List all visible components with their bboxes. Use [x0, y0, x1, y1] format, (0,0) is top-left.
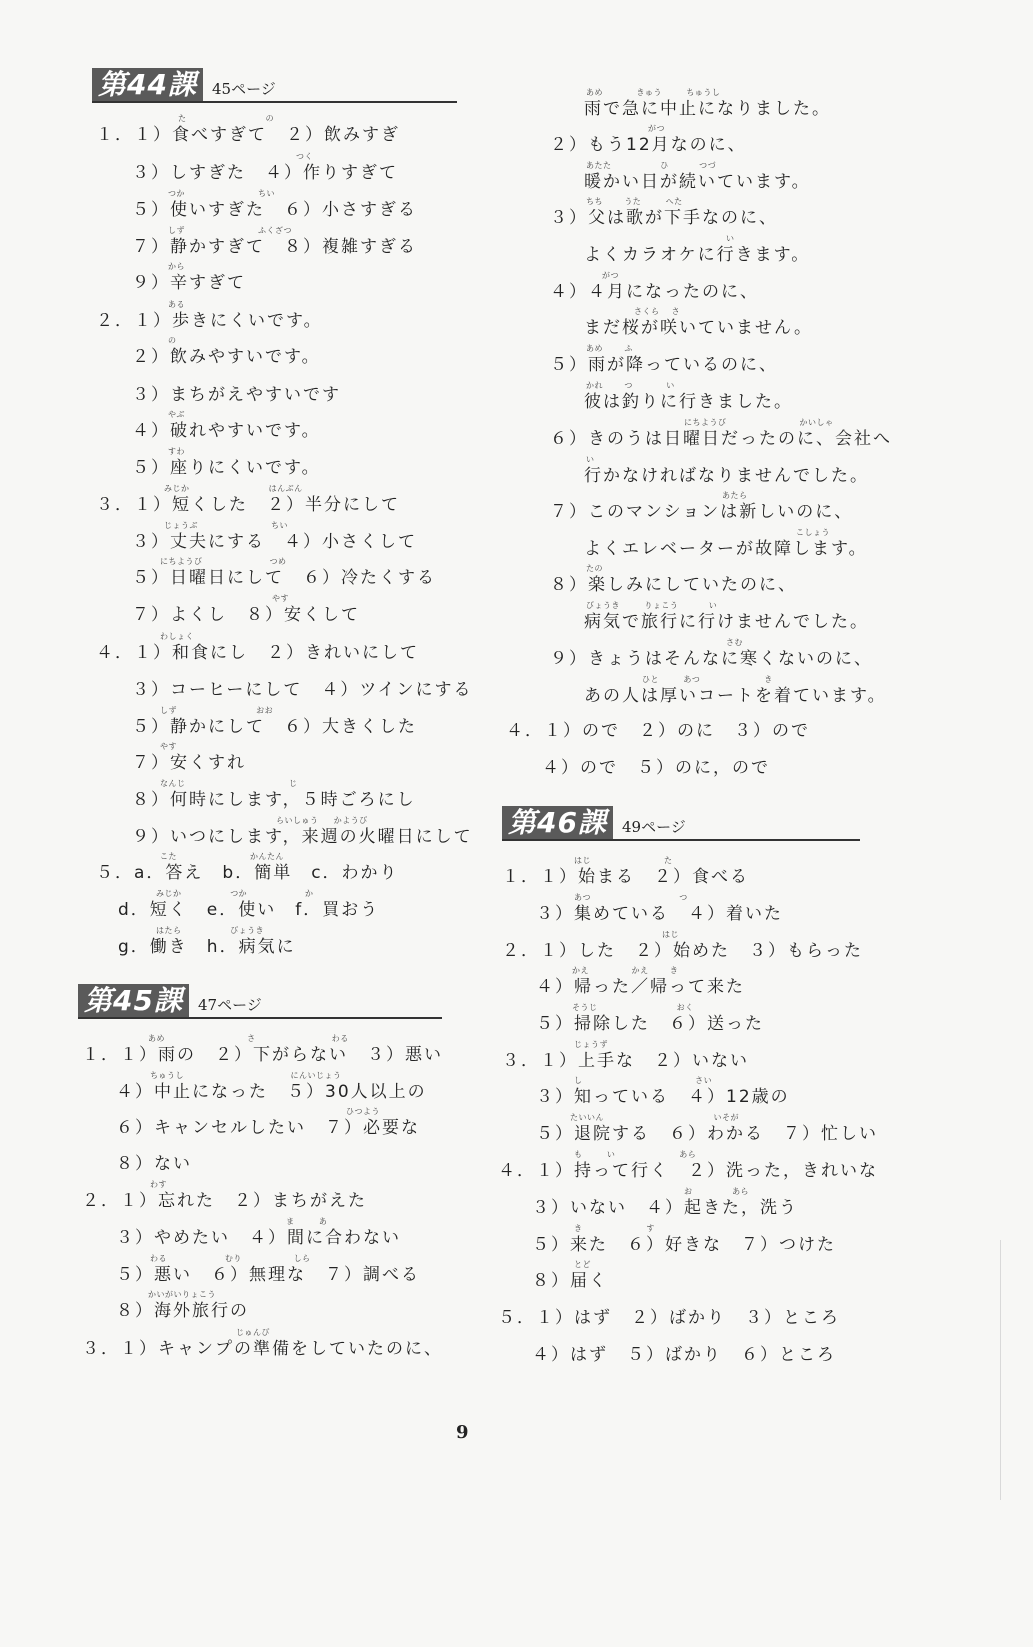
lesson-45-header: [78, 984, 442, 1020]
answer-line: ９）きょうはそんなに寒くないのに、: [550, 649, 873, 669]
ruby-line: つか ちい: [168, 189, 276, 198]
ruby-line: とど: [574, 1260, 591, 1269]
ruby-line: ま あ: [286, 1217, 328, 1226]
lesson-44-page-ref: 45ページ: [212, 80, 276, 98]
ruby-line: はじ た: [574, 856, 673, 865]
answer-line: ８）楽しみにしていたのに、: [550, 575, 797, 595]
ruby-line: はたら びょうき: [156, 926, 265, 935]
ruby-line: じゅんび: [236, 1328, 270, 1337]
ruby-line: やす: [272, 594, 289, 603]
lesson-44-header: [92, 68, 457, 104]
lesson-44-rule: [92, 101, 457, 103]
ruby-line: かえ かえ き: [572, 966, 679, 975]
answer-line: ９）いつにします，来週の火曜日にして: [132, 827, 473, 847]
answer-line: g．働き h．病気に: [118, 937, 296, 957]
ruby-line: にちようび つめ: [160, 557, 287, 566]
ruby-line: い: [586, 455, 595, 464]
ruby-line: あたら: [722, 491, 748, 500]
ruby-line: はじ: [662, 930, 679, 939]
answer-line: ５．１）はず ２）ばかり ３）ところ: [498, 1308, 840, 1328]
ruby-line: じょうぶ ちい: [164, 521, 289, 530]
ruby-line: ひつよう: [346, 1107, 380, 1116]
ruby-line: つく: [296, 152, 313, 161]
answer-line: ７）安くすれ: [132, 753, 246, 773]
ruby-line: し さい: [574, 1076, 713, 1085]
answer-line: ７）このマンションは新しいのに、: [550, 502, 854, 522]
ruby-line: たいいん いそが: [570, 1113, 740, 1122]
answer-line: ４．１）和食にし ２）きれいにして: [96, 643, 419, 663]
answer-line: d．短く e．使い f．買おう: [118, 900, 380, 920]
answer-line: ５．a．答え b．簡単 c．わかり: [96, 863, 399, 883]
ruby-line: あたた ひ つづ: [586, 161, 717, 170]
answer-line: １．１）食べすぎて ２）飲みすぎ: [96, 125, 400, 145]
answer-line: ３）丈夫にする ４）小さくして: [132, 532, 417, 552]
answer-line: ５）雨が降っているのに、: [550, 355, 778, 375]
ruby-line: かれ つ い: [586, 381, 675, 390]
answer-line: ４．１）ので ２）のに ３）ので: [506, 721, 810, 741]
answer-line: ３）集めている ４）着いた: [536, 904, 783, 924]
answer-line: ４）ので ５）のに，ので: [542, 758, 770, 778]
ruby-line: がつ: [602, 271, 619, 280]
answer-line: ３）父は歌が下手なのに、: [550, 208, 778, 228]
ruby-line: ひと あつ き: [642, 675, 773, 684]
lesson-46-header: [502, 806, 860, 842]
answer-line: ８）届く: [532, 1271, 608, 1291]
ruby-line: しず おお: [160, 706, 274, 715]
ruby-line: た の: [178, 114, 275, 123]
lesson-45-page-ref: 47ページ: [198, 996, 262, 1014]
ruby-line: ある: [168, 300, 185, 309]
answer-line: 彼は釣りに行きました。: [584, 392, 793, 412]
answer-line: ５）掃除した ６）送った: [536, 1014, 764, 1034]
answer-line: ６）きのうは日曜日だったのに、会社へ: [550, 429, 892, 449]
ruby-line: わす: [150, 1180, 167, 1189]
ruby-line: びょうき りょこう い: [586, 601, 718, 610]
ruby-line: じょうず: [574, 1040, 608, 1049]
ruby-line: こた かんたん: [160, 852, 285, 861]
ruby-line: がつ: [648, 124, 665, 133]
answer-line: ２）飲みやすいです。: [132, 347, 321, 367]
answer-line: ３．１）キャンプの準備をしていたのに、: [82, 1339, 443, 1359]
ruby-line: たの: [586, 564, 603, 573]
answer-line: あの人は厚いコートを着ています。: [584, 686, 887, 706]
answer-line: ４）はず ５）ばかり ６）ところ: [532, 1345, 836, 1365]
answer-line: ８）何時にします，５時ごろにし: [132, 790, 416, 810]
answer-line: ３）しすぎた ４）作りすぎて: [132, 163, 398, 183]
ruby-line: さくら さ: [634, 307, 681, 316]
ruby-line: わる むり しら: [150, 1254, 311, 1263]
answer-line: １．１）始まる ２）食べる: [502, 867, 749, 887]
scan-edge-line: [1000, 1240, 1001, 1500]
ruby-line: の: [168, 336, 177, 345]
answer-line: ４）破れやすいです。: [132, 421, 321, 441]
answer-line: ３）知っている ４）12歳の: [536, 1087, 790, 1107]
ruby-line: あめ ふ: [586, 344, 633, 353]
answer-line: ５）退院する ６）わかる ７）忙しい: [536, 1124, 878, 1144]
ruby-line: こしょう: [796, 528, 830, 537]
answer-line: 暖かい日が続いています。: [584, 172, 811, 192]
ruby-line: も い あら: [574, 1150, 697, 1159]
answer-line: ７）静かすぎて ８）複雑すぎる: [132, 237, 417, 257]
ruby-line: あめ きゅう ちゅうし: [586, 88, 721, 97]
answer-line: ９）辛すぎて: [132, 273, 246, 293]
answer-line: ３）コーヒーにして ４）ツインにする: [132, 680, 473, 700]
answer-line: ６）キャンセルしたい ７）必要な: [116, 1118, 420, 1138]
ruby-line: すわ: [168, 447, 185, 456]
ruby-line: き す: [574, 1224, 655, 1233]
ruby-line: そうじ おく: [572, 1003, 694, 1012]
lesson-45-title: 第45課: [78, 984, 189, 1018]
answer-line: 雨で急に中止になりました。: [584, 99, 831, 119]
ruby-line: さむ: [726, 638, 743, 647]
ruby-line: ちゅうし にんいじょう: [150, 1071, 342, 1080]
answer-line: ４）４月になったのに、: [550, 282, 759, 302]
answer-line: ３）いない ４）起きた，洗う: [532, 1198, 798, 1218]
answer-line: ３．１）上手な ２）いない: [502, 1051, 749, 1071]
answer-line: ２．１）忘れた ２）まちがえた: [82, 1191, 367, 1211]
ruby-line: しず ふくざつ: [168, 226, 293, 235]
answer-line: ２．１）した ２）始めた ３）もらった: [502, 941, 863, 961]
answer-line: ３．１）短くした ２）半分にして: [96, 495, 400, 515]
ruby-line: ちち うた へた: [586, 197, 683, 206]
answer-line: ５）使いすぎた ６）小さすぎる: [132, 200, 417, 220]
answer-line: ５）座りにくいです。: [132, 458, 321, 478]
answer-line: 病気で旅行に行けませんでした。: [584, 612, 869, 632]
ruby-line: かいがいりょこう: [148, 1290, 216, 1299]
lesson-46-rule: [502, 839, 860, 841]
answer-line: ７）よくし ８）安くして: [132, 605, 360, 625]
ruby-line: やぶ: [168, 410, 185, 419]
answer-line: １．１）雨の ２）下がらない ３）悪い: [82, 1045, 443, 1065]
answer-line: ５）来た ６）好きな ７）つけた: [532, 1235, 836, 1255]
ruby-line: みじか つか か: [156, 889, 314, 898]
answer-line: よくエレベーターが故障します。: [584, 539, 868, 559]
answer-line: ５）日曜日にして ６）冷たくする: [132, 568, 436, 588]
answer-line: ２）もう12月なのに、: [550, 135, 747, 155]
answer-line: ３）やめたい ４）間に合わない: [116, 1228, 401, 1248]
answer-line: ５）悪い ６）無理な ７）調べる: [116, 1265, 420, 1285]
answer-line: ４．１）持って行く ２）洗った，きれいな: [498, 1161, 878, 1181]
answer-line: よくカラオケに行きます。: [584, 245, 811, 265]
answer-line: ３）まちがえやすいです: [132, 385, 341, 405]
ruby-line: みじか はんぶん: [164, 484, 303, 493]
page-number: 9: [456, 1422, 469, 1443]
ruby-line: あつ つ: [574, 893, 688, 902]
answer-line: ８）海外旅行の: [116, 1301, 249, 1321]
ruby-line: にちようび かいしゃ: [684, 418, 834, 427]
answer-line: ２．１）歩きにくいです。: [96, 311, 323, 331]
lesson-44-title: 第44課: [92, 68, 203, 102]
lesson-45-rule: [78, 1017, 442, 1019]
ruby-line: から: [168, 262, 185, 271]
ruby-line: わしょく: [160, 632, 194, 641]
answer-line: まだ桜が咲いていません。: [584, 318, 814, 338]
answer-line: ５）静かにして ６）大きくした: [132, 717, 417, 737]
answer-line: 行かなければなりませんでした。: [584, 466, 869, 486]
ruby-line: お あら: [684, 1187, 750, 1196]
answer-line: ４）中止になった ５）30人以上の: [116, 1082, 427, 1102]
answer-line: ４）帰った／帰って来た: [536, 977, 745, 997]
ruby-line: なんじ じ: [160, 779, 298, 788]
ruby-line: やす: [160, 742, 177, 751]
answer-line: ８）ない: [116, 1154, 192, 1174]
ruby-line: らいしゅう かようび: [276, 816, 368, 825]
ruby-line: あめ さ わる: [148, 1034, 349, 1043]
lesson-46-page-ref: 49ページ: [622, 818, 686, 836]
lesson-46-title: 第46課: [502, 806, 613, 840]
ruby-line: い: [726, 234, 735, 243]
